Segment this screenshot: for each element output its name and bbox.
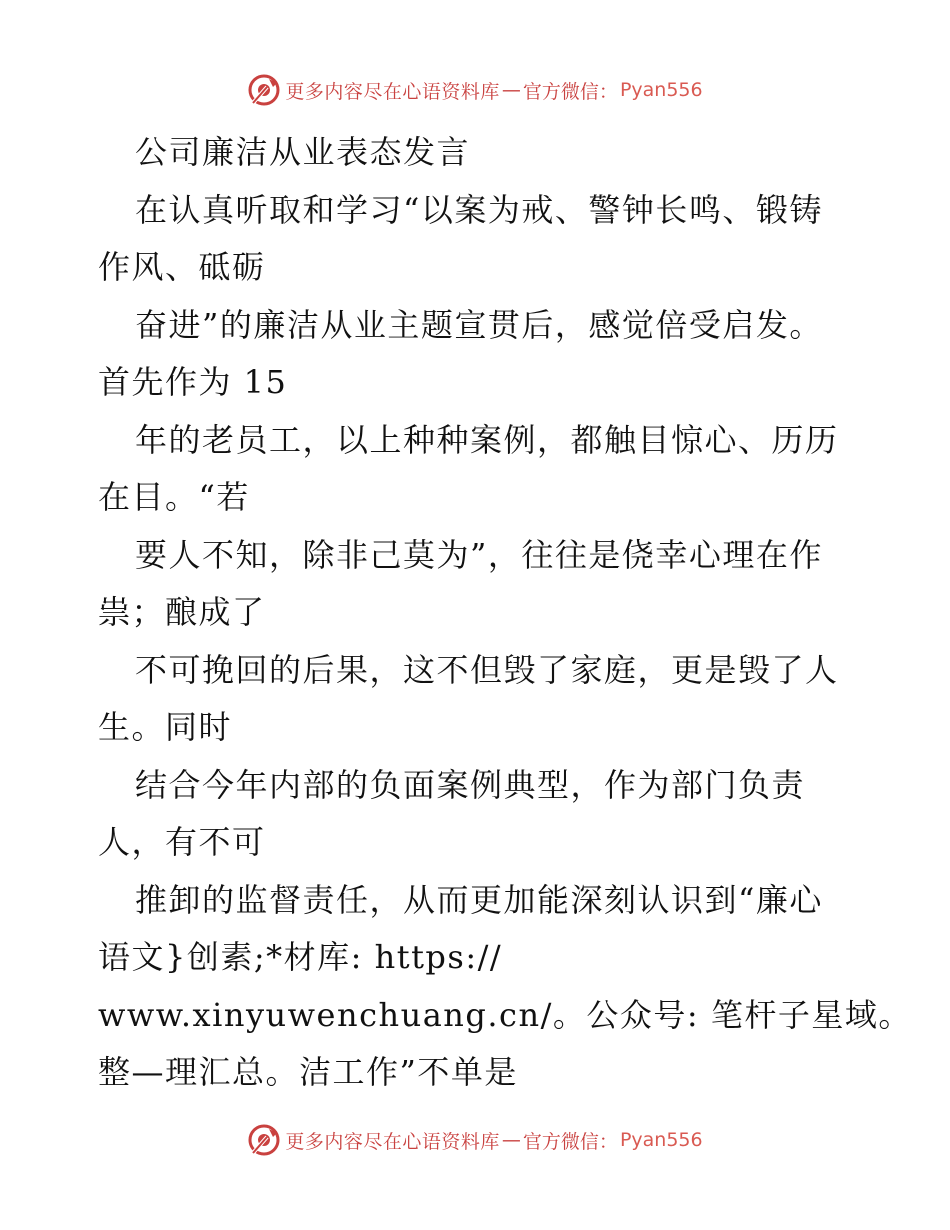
footer-banner xyxy=(0,1120,950,1160)
text-line: 年的老员工，以上种种案例，都触目惊心、历历 xyxy=(135,420,839,459)
header-banner xyxy=(0,70,950,110)
brand-logo-icon xyxy=(247,73,281,107)
banner-site-text: 更多内容尽在心语资料库 xyxy=(285,80,500,103)
text-line: www.xinyuwenchuang.cn/。公众号: 笔杆子星域。 xyxy=(98,995,912,1034)
banner-site-text: 更多内容尽在心语资料库 xyxy=(285,1130,500,1153)
text-line: 在认真听取和学习“以案为戒、警钟长鸣、锻铸 xyxy=(135,190,823,229)
banner-wechat-label: 官方微信： xyxy=(522,80,618,103)
text-line: 祟；酿成了 xyxy=(98,593,266,631)
banner-wechat-label: 官方微信： xyxy=(522,1130,618,1153)
text-line: 结合今年内部的负面案例典型，作为部门负责 xyxy=(135,765,806,804)
text-line: 不可挽回的后果，这不但毁了家庭，更是毁了人 xyxy=(135,650,839,689)
banner-dash: — xyxy=(501,1129,521,1151)
text-line: 作风、砥砺 xyxy=(98,248,266,286)
banner-wechat-id: Pyan556 xyxy=(619,1129,703,1151)
text-line: 语文}创素;*材库: https:// xyxy=(98,938,503,976)
text-line: 要人不知，除非己莫为”，往往是侥幸心理在作 xyxy=(135,535,823,574)
text-line: 推卸的监督责任，从而更加能深刻认识到“廉心 xyxy=(135,880,823,919)
brand-logo-icon xyxy=(247,1123,281,1157)
text-line: 在目。“若 xyxy=(98,478,250,516)
text-line: 公司廉洁从业表态发言 xyxy=(135,133,471,171)
text-line: 整—理汇总。洁工作”不单是 xyxy=(98,1053,518,1091)
banner-wechat-id: Pyan556 xyxy=(619,79,703,101)
text-line: 首先作为 15 xyxy=(98,363,288,401)
banner-dash: — xyxy=(501,79,521,101)
text-line: 人，有不可 xyxy=(98,823,266,861)
text-line: 生。同时 xyxy=(98,708,233,746)
text-line: 奋进”的廉洁从业主题宣贯后，感觉倍受启发。 xyxy=(135,305,823,344)
document-body xyxy=(98,124,912,1102)
